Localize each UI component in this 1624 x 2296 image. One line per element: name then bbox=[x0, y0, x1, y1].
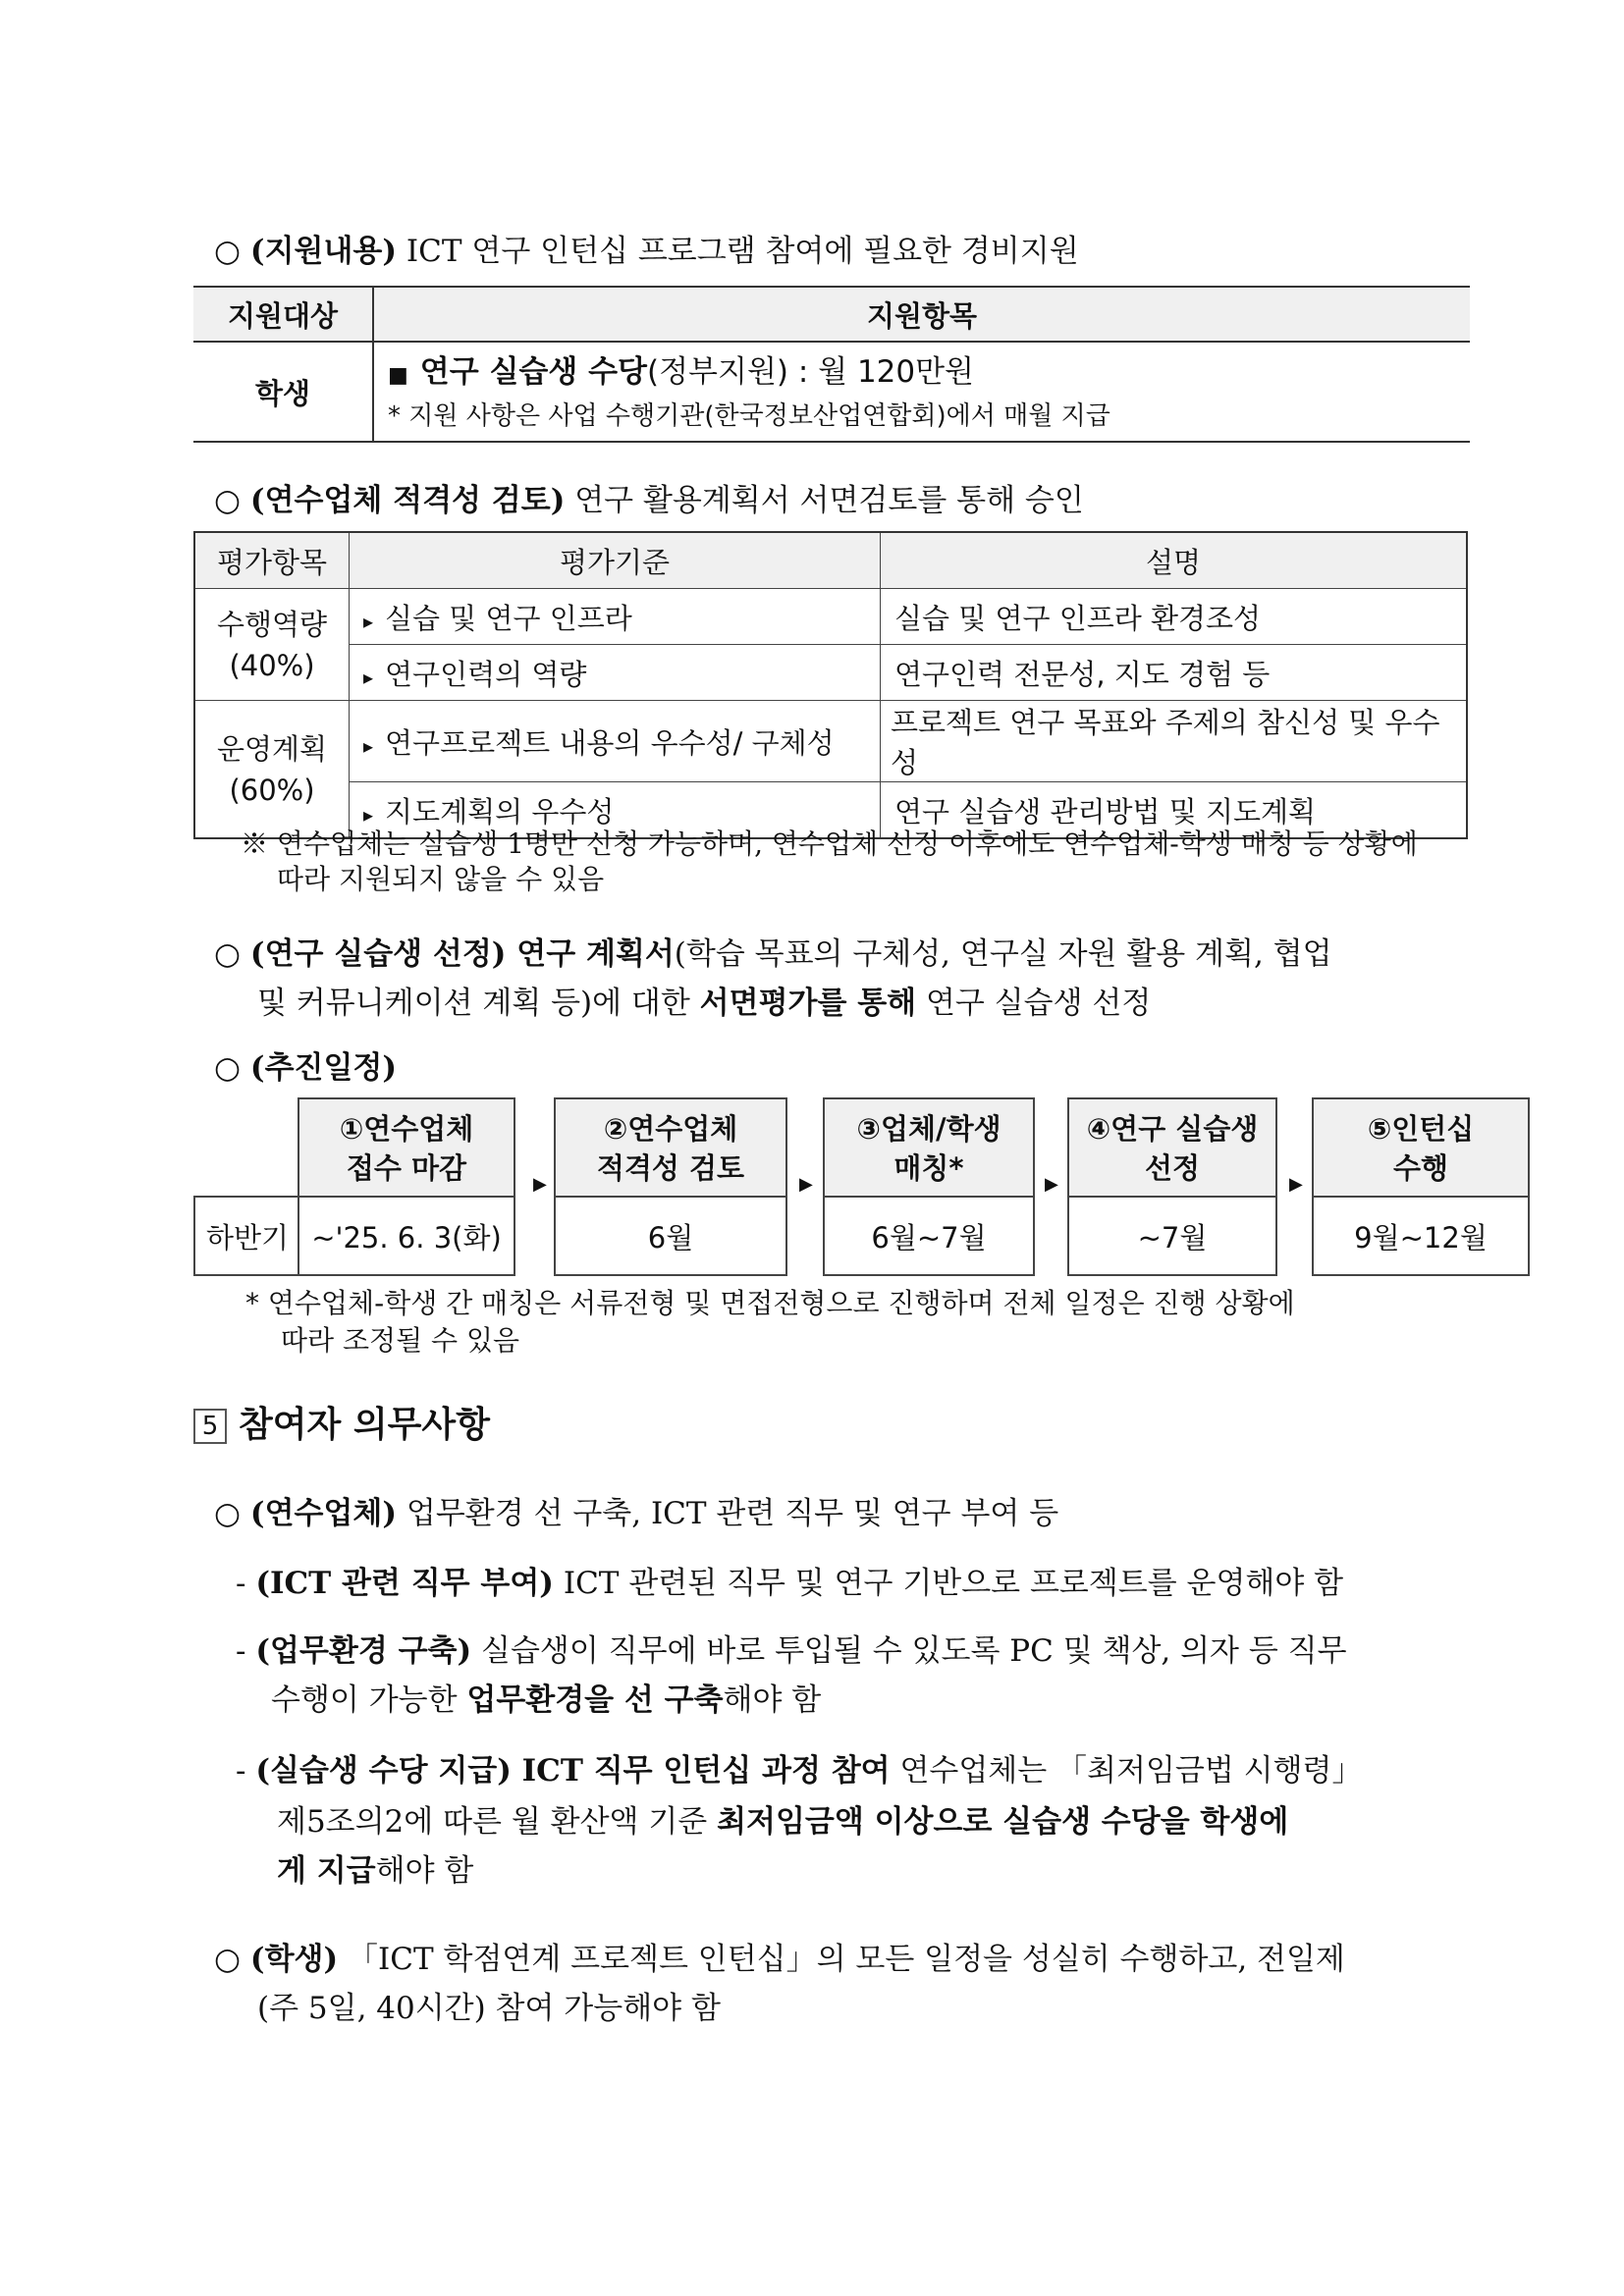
triangle-marker-icon: ▸ bbox=[363, 609, 374, 633]
evaluation-table bbox=[193, 531, 1468, 839]
step-subtitle: 접수 마감 bbox=[346, 1151, 467, 1185]
arrow-right-icon: ▶ bbox=[1045, 1174, 1058, 1195]
description: 연구 실습생 관리방법 및 지도계획 bbox=[881, 782, 1468, 839]
duty-env-line-2 bbox=[271, 1681, 821, 1720]
support-table bbox=[193, 286, 1470, 443]
step-3-date: 6월~7월 bbox=[823, 1196, 1035, 1276]
duty-env-text-2a: 수행이 가능한 bbox=[271, 1682, 467, 1718]
step-2-date: 6월 bbox=[554, 1196, 787, 1276]
step-subtitle: 적격성 검토 bbox=[596, 1151, 745, 1185]
arrow-right-icon: ▶ bbox=[1289, 1174, 1303, 1195]
eval-note-1: ※ 연수업체는 실습생 1명만 신청 가능하며, 연수업체 선정 이후에도 연수업체-학생 매칭 등 상황에 bbox=[241, 828, 1418, 860]
bullet: ○ bbox=[214, 1496, 242, 1531]
step-title: ①연수업체 bbox=[339, 1112, 474, 1146]
duty-env-label: (업무환경 구축) bbox=[255, 1633, 472, 1669]
selection-text-1: (학습 목표의 구체성, 연구실 자원 활용 계획, 협업 bbox=[674, 936, 1332, 972]
schedule-note-1: * 연수업체-학생 간 매칭은 서류전형 및 면접전형으로 진행하며 전체 일정은 진행 상황에 bbox=[245, 1287, 1295, 1319]
table-row bbox=[194, 589, 1467, 645]
dash: - bbox=[236, 1633, 246, 1669]
selection-line-1 bbox=[214, 934, 1332, 974]
duty-pay-line-3 bbox=[277, 1851, 473, 1891]
duty-pay-bold-1: ICT 직무 인턴십 과정 참여 bbox=[511, 1753, 891, 1789]
header-eval-item: 평가항목 bbox=[194, 532, 350, 589]
bullet: ○ bbox=[214, 1942, 242, 1977]
support-content-line bbox=[214, 232, 1079, 271]
section-5-title: 참여자 의무사항 bbox=[239, 1405, 490, 1445]
arrow-right-icon: ▶ bbox=[799, 1174, 813, 1195]
duty-student-line-2: (주 5일, 40시간) 참여 가능해야 함 bbox=[257, 1991, 721, 2026]
eligibility-label: (연수업체 적격성 검토) bbox=[249, 483, 566, 518]
duty-student-line-1 bbox=[214, 1940, 1345, 1979]
duty-company-text: 업무환경 선 구축, ICT 관련 직무 및 연구 부여 등 bbox=[397, 1496, 1059, 1531]
triangle-marker-icon: ▸ bbox=[363, 733, 374, 758]
arrow-right-icon: ▶ bbox=[533, 1174, 547, 1195]
duty-pay-line-1 bbox=[236, 1751, 1362, 1790]
eligibility-text: 연구 활용계획서 서면검토를 통해 승인 bbox=[565, 483, 1084, 518]
step-4-box bbox=[1067, 1097, 1277, 1200]
schedule-line bbox=[214, 1048, 397, 1088]
group-weight: (40%) bbox=[229, 648, 315, 682]
triangle-marker-icon: ▸ bbox=[363, 802, 374, 827]
header-target: 지원대상 bbox=[193, 287, 373, 342]
duty-pay-text-3: 해야 함 bbox=[375, 1853, 474, 1889]
step-title: ③업체/학생 bbox=[856, 1112, 1001, 1146]
duty-pay-label: (실습생 수당 지급) bbox=[255, 1753, 512, 1789]
step-subtitle: 선정 bbox=[1144, 1151, 1201, 1185]
header-items: 지원항목 bbox=[373, 287, 1470, 342]
criteria: 실습 및 연구 인프라 bbox=[385, 601, 632, 635]
step-subtitle: 수행 bbox=[1392, 1151, 1449, 1185]
table-row bbox=[194, 645, 1467, 701]
selection-label: (연구 실습생 선정) bbox=[249, 936, 507, 972]
bullet: ○ bbox=[214, 483, 242, 518]
duty-ict-label: (ICT 관련 직무 부여) bbox=[255, 1566, 554, 1601]
duty-pay-text-1: 연수업체는 「최저임금법 시행령」 bbox=[890, 1753, 1363, 1789]
bullet: ○ bbox=[214, 234, 242, 269]
criteria: 지도계획의 우수성 bbox=[385, 794, 615, 828]
step-subtitle: 매칭* bbox=[893, 1151, 964, 1185]
section-number: 5 bbox=[193, 1409, 227, 1444]
group-name: 수행역량 bbox=[216, 607, 328, 641]
step-title: ⑤인턴십 bbox=[1367, 1112, 1475, 1146]
selection-text-2a: 및 커뮤니케이션 계획 등)에 대한 bbox=[257, 986, 700, 1021]
triangle-marker-icon: ▸ bbox=[363, 665, 374, 689]
step-4-date: ~7월 bbox=[1067, 1196, 1277, 1276]
square-marker: ■ bbox=[388, 363, 408, 388]
selection-bold-2: 서면평가를 통해 bbox=[699, 986, 917, 1021]
duty-student-label: (학생) bbox=[249, 1942, 339, 1977]
duty-company-label: (연수업체) bbox=[249, 1496, 398, 1531]
step-2-box bbox=[554, 1097, 787, 1200]
selection-bold: 연구 계획서 bbox=[506, 936, 675, 972]
criteria: 연구인력의 역량 bbox=[385, 657, 587, 691]
duty-env-line-1 bbox=[236, 1631, 1347, 1671]
duty-pay-bold-3: 게 지급 bbox=[277, 1853, 376, 1889]
period-label: 하반기 bbox=[193, 1196, 301, 1276]
table-row bbox=[194, 701, 1467, 782]
schedule-label: (추진일정) bbox=[249, 1050, 398, 1086]
duty-ict-line bbox=[236, 1564, 1343, 1603]
header-eval-desc: 설명 bbox=[881, 532, 1468, 589]
step-5-box bbox=[1312, 1097, 1530, 1200]
item-bold: 연구 실습생 수당 bbox=[419, 354, 648, 390]
duty-env-text-2b: 해야 함 bbox=[723, 1682, 822, 1718]
duty-env-text-1: 실습생이 직무에 바로 투입될 수 있도록 PC 및 책상, 의자 등 직무 bbox=[471, 1633, 1347, 1669]
section-5-heading bbox=[193, 1404, 490, 1447]
step-5-date: 9월~12월 bbox=[1312, 1196, 1530, 1276]
duty-pay-line-2 bbox=[277, 1802, 1288, 1842]
selection-line-2 bbox=[257, 984, 1151, 1023]
description: 실습 및 연구 인프라 환경조성 bbox=[881, 589, 1468, 645]
step-1-date: ~'25. 6. 3(화) bbox=[298, 1196, 515, 1276]
criteria: 연구프로젝트 내용의 우수성/ 구체성 bbox=[385, 725, 835, 760]
step-title: ④연구 실습생 bbox=[1086, 1112, 1259, 1146]
item-rest: (정부지원) : 월 120만원 bbox=[647, 354, 975, 390]
item-note: * 지원 사항은 사업 수행기관(한국정보산업연합회)에서 매월 지급 bbox=[388, 401, 1110, 431]
duty-env-bold: 업무환경을 선 구축 bbox=[466, 1682, 724, 1718]
selection-text-2b: 연구 실습생 선정 bbox=[916, 986, 1152, 1021]
eligibility-line bbox=[214, 481, 1084, 520]
duty-ict-text: ICT 관련된 직무 및 연구 기반으로 프로젝트를 운영해야 함 bbox=[553, 1566, 1344, 1601]
support-content-text: ICT 연구 인턴십 프로그램 참여에 필요한 경비지원 bbox=[397, 234, 1079, 269]
header-eval-criteria: 평가기준 bbox=[350, 532, 881, 589]
bullet: ○ bbox=[214, 1050, 242, 1086]
target-student: 학생 bbox=[193, 342, 373, 442]
duty-student-text-1: 「ICT 학점연계 프로젝트 인턴십」의 모든 일정을 성실히 수행하고, 전일제 bbox=[338, 1942, 1345, 1977]
duty-company-line bbox=[214, 1494, 1058, 1533]
step-title: ②연수업체 bbox=[603, 1112, 738, 1146]
group-weight: (60%) bbox=[229, 773, 315, 807]
schedule-note-2: 따라 조정될 수 있음 bbox=[281, 1324, 520, 1357]
step-3-box bbox=[823, 1097, 1035, 1200]
eval-note-2: 따라 지원되지 않을 수 있음 bbox=[277, 863, 605, 895]
duty-pay-bold-2: 최저임금액 이상으로 실습생 수당을 학생에 bbox=[717, 1804, 1289, 1840]
description: 프로젝트 연구 목표와 주제의 참신성 및 우수성 bbox=[881, 701, 1468, 782]
support-content-label: (지원내용) bbox=[249, 234, 398, 269]
dash: - bbox=[236, 1753, 246, 1789]
bullet: ○ bbox=[214, 936, 242, 972]
dash: - bbox=[236, 1566, 246, 1601]
duty-pay-text-2a: 제5조의2에 따른 월 환산액 기준 bbox=[277, 1804, 718, 1840]
description: 연구인력 전문성, 지도 경험 등 bbox=[881, 645, 1468, 701]
step-1-box bbox=[298, 1097, 515, 1200]
group-name: 운영계획 bbox=[216, 731, 328, 766]
